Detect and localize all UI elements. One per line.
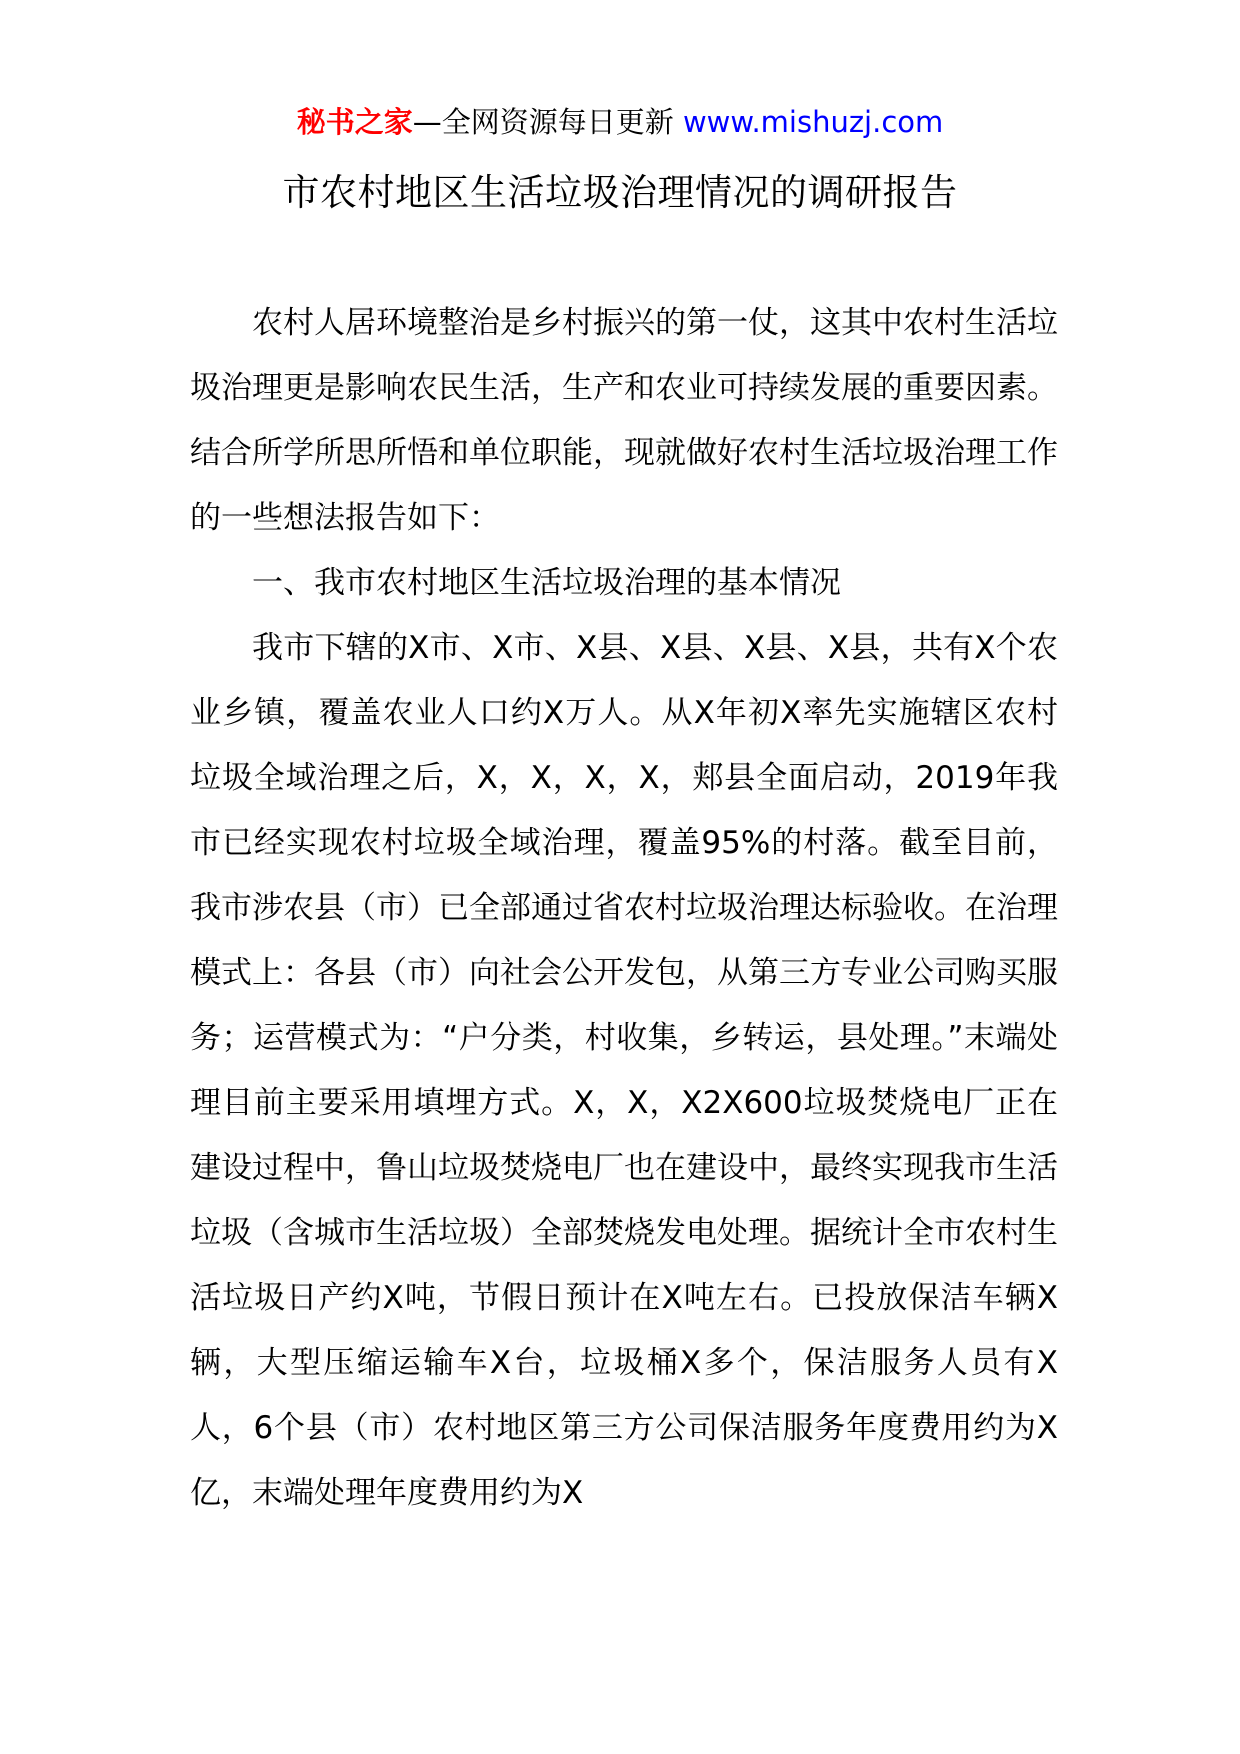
header-slogan: —全网资源每日更新 (412, 105, 674, 139)
document-title: 市农村地区生活垃圾治理情况的调研报告 (282, 171, 958, 214)
brand-name: 秘书之家 (296, 105, 413, 139)
body-paragraph: 我市下辖的X市、X市、X县、X县、X县、X县，共有X个农业乡镇，覆盖农业人口约X万人。从X年初X率先实施辖区农村垃圾全域治理之后，X，X，X，X，郏县全面启动，2019年我市已经实现农村垃圾全域治理，覆盖95%的村落。截至目前，我市涉农县（市）已全部通过省农村垃圾治理达标验收。在治理模式上：各县（市）向社会公开发包，从第三方专业公司购买服务；运营模式为：“户分类，村收集，乡转运，县处理。”末端处理目前主要采用填埋方式。X，X，X2X600垃圾焚烧电厂正在建设过程中，鲁山垃圾焚烧电厂也在建设中，最终实现我市生活垃圾（含城市生活垃圾）全部焚烧发电处理。据统计全市农村生活垃圾日产约X吨，节假日预计在X吨左右。已投放保洁车辆X辆，大型压缩运输车X台，垃圾桶X多个，保洁服务人员有X人，6个县（市）农村地区第三方公司保洁服务年度费用约为X亿，末端处理年度费用约为X (190, 630, 1058, 1511)
header-banner (0, 102, 1240, 142)
section-heading: 一、我市农村地区生活垃圾治理的基本情况 (252, 565, 841, 601)
site-url-link[interactable]: www.mishuzj.com (682, 105, 944, 139)
document-body (190, 291, 1058, 1526)
intro-paragraph: 农村人居环境整治是乡村振兴的第一仗，这其中农村生活垃圾治理更是影响农民生活，生产和农业可持续发展的重要因素。结合所学所思所悟和单位职能，现就做好农村生活垃圾治理工作的一些想法报告如下： (190, 305, 1058, 536)
